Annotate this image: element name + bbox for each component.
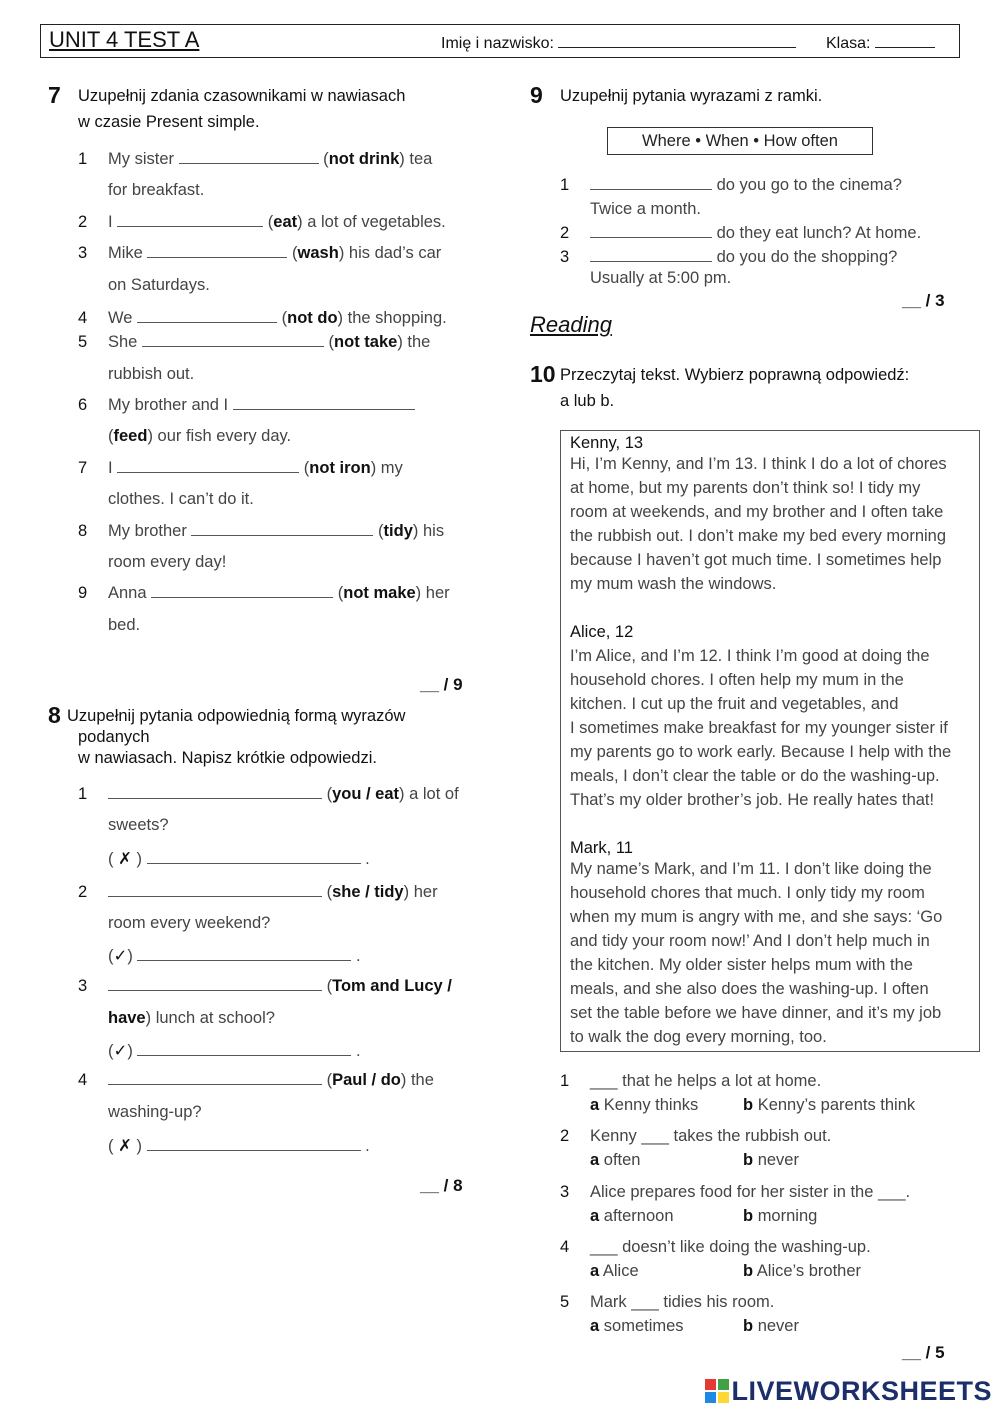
option-letter: b: [743, 1207, 754, 1225]
ex8-instruction-line3: w nawiasach. Napisz krótkie odpowiedzi.: [78, 749, 377, 767]
question-text: Mark ___ tidies his room.: [590, 1293, 775, 1311]
item-text: do they eat lunch? At home.: [716, 224, 922, 242]
text-line: meals, I don’t clear the table or do the washing-up.: [570, 767, 940, 785]
text-line: kitchen. I cut up the fruit and vegetables, and: [570, 695, 899, 713]
answer-blank[interactable]: [191, 522, 373, 536]
reading-text-box: [560, 430, 980, 1052]
item-text: I: [108, 213, 113, 231]
text-paragraph: [570, 644, 975, 812]
item-number: 1: [78, 785, 88, 803]
question-text: ___ doesn’t like doing the washing-up.: [590, 1238, 871, 1256]
ex8-instruction-line1: Uzupełnij pytania odpowiednią formą wyrazów: [67, 707, 406, 725]
option-a[interactable]: [590, 1262, 639, 1281]
answer-blank[interactable]: [108, 883, 322, 897]
verb: eat: [273, 213, 298, 231]
text-line: That’s my older brother’s job. He really hates that!: [570, 791, 935, 809]
verb: not drink: [328, 150, 400, 168]
item-answer: Twice a month.: [590, 200, 701, 218]
item-number: 1: [560, 176, 570, 194]
item-number: 8: [78, 522, 88, 540]
answer-blank[interactable]: [117, 459, 299, 473]
text-line: to walk the dog every morning, too.: [570, 1028, 827, 1046]
option-letter: b: [743, 1096, 754, 1114]
item-text: his: [422, 522, 445, 540]
option-a[interactable]: [590, 1096, 698, 1115]
item-continuation: sweets?: [108, 816, 169, 834]
item-number: 4: [78, 309, 88, 327]
option-text: sometimes: [603, 1317, 684, 1335]
question-number: 2: [560, 1127, 570, 1145]
option-b[interactable]: [743, 1262, 861, 1281]
verb: not iron: [309, 459, 371, 477]
item-text: tea: [409, 150, 433, 168]
class-field[interactable]: [826, 33, 935, 53]
prompt-words: she / tidy: [332, 883, 404, 901]
short-answer-blank[interactable]: [147, 850, 361, 864]
item-continuation: on Saturdays.: [108, 276, 210, 294]
ex8-number: 8: [48, 702, 61, 728]
option-letter: b: [743, 1262, 754, 1280]
item-continuation: clothes. I can’t do it.: [108, 490, 254, 508]
ex9-score: __ / 3: [902, 291, 945, 310]
item-text: My brother: [108, 522, 187, 540]
verb: not make: [343, 584, 416, 602]
answer-blank[interactable]: [147, 244, 287, 258]
ex10-number: 10: [530, 361, 556, 387]
short-answer-blank[interactable]: [147, 1137, 361, 1151]
text-line: my parents go to work early. Because I help with the: [570, 743, 952, 761]
ex7-instruction-line2: w czasie Present simple.: [78, 113, 260, 131]
verb: feed: [113, 427, 148, 445]
text-author-name: Kenny, 13: [570, 434, 644, 452]
option-text: afternoon: [603, 1207, 674, 1225]
check-mark-icon: ✓: [113, 947, 128, 965]
item-number: 7: [78, 459, 88, 477]
item-number: 3: [560, 248, 570, 266]
option-letter: b: [743, 1317, 754, 1335]
question-number: 1: [560, 1072, 570, 1090]
item-number: 6: [78, 396, 88, 414]
answer-blank[interactable]: [137, 309, 277, 323]
verb: not take: [334, 333, 398, 351]
option-letter: a: [590, 1262, 600, 1280]
ex7-instruction-line1: Uzupełnij zdania czasownikami w nawiasach: [78, 87, 406, 105]
option-letter: a: [590, 1151, 600, 1169]
text-line: I’m Alice, and I’m 12. I think I’m good at doing the: [570, 647, 930, 665]
answer-blank[interactable]: [108, 785, 322, 799]
item-text: her: [425, 584, 450, 602]
item-text: her: [413, 883, 438, 901]
text-line: at home, but my parents don’t think so! I tidy my: [570, 479, 921, 497]
option-text: often: [603, 1151, 641, 1169]
item-answer: Usually at 5:00 pm.: [590, 269, 732, 287]
option-letter: b: [743, 1151, 754, 1169]
option-b[interactable]: [743, 1317, 799, 1336]
item-number: 3: [78, 977, 88, 995]
item-continuation: room every weekend?: [108, 914, 271, 932]
question-number: 5: [560, 1293, 570, 1311]
text-line: my mum wash the windows.: [570, 575, 777, 593]
item-text: We: [108, 309, 133, 327]
text-paragraph: [570, 452, 975, 596]
text-line: My name’s Mark, and I’m 11. I don’t like doing the: [570, 860, 932, 878]
text-line: Hi, I’m Kenny, and I’m 13. I think I do a lot of chores: [570, 455, 947, 473]
ex8-instruction-line2: podanych: [78, 728, 150, 746]
item-text: Mike: [108, 244, 143, 262]
option-a[interactable]: [590, 1317, 684, 1336]
option-text: Kenny’s parents think: [757, 1096, 916, 1114]
text-author-name: Mark, 11: [570, 839, 633, 857]
prompt-words: you / eat: [332, 785, 400, 803]
option-b[interactable]: [743, 1151, 799, 1170]
prompt-words: Paul / do: [332, 1071, 401, 1089]
answer-blank[interactable]: [590, 248, 712, 262]
item-text: lunch at school?: [155, 1009, 275, 1027]
short-answer-blank[interactable]: [137, 947, 351, 961]
ex9-instruction: Uzupełnij pytania wyrazami z ramki.: [560, 87, 823, 105]
item-continuation: for breakfast.: [108, 181, 205, 199]
text-line: room at weekends, and my brother and I often take: [570, 503, 944, 521]
question-number: 4: [560, 1238, 570, 1256]
answer-blank[interactable]: [142, 333, 324, 347]
option-text: morning: [757, 1207, 818, 1225]
item-text: our fish every day.: [157, 427, 292, 445]
text-author-name: Alice, 12: [570, 623, 634, 641]
answer-blank[interactable]: [108, 1071, 322, 1085]
option-letter: a: [590, 1096, 600, 1114]
answer-blank[interactable]: [179, 150, 319, 164]
liveworksheets-logo[interactable]: [705, 1376, 992, 1407]
prompt-words: Tom and Lucy /: [332, 977, 452, 995]
text-line: household chores. I often help my mum in the: [570, 671, 904, 689]
answer-blank[interactable]: [590, 176, 712, 190]
item-text: my: [380, 459, 403, 477]
option-text: never: [757, 1317, 799, 1335]
item-continuation: room every day!: [108, 553, 227, 571]
item-number: 4: [78, 1071, 88, 1089]
text-line: I sometimes make breakfast for my younger sister if: [570, 719, 948, 737]
item-text: Anna: [108, 584, 147, 602]
question-text: Kenny ___ takes the rubbish out.: [590, 1127, 832, 1145]
test-header: [40, 24, 960, 58]
answer-blank[interactable]: [590, 224, 712, 238]
item-text: his dad’s car: [348, 244, 442, 262]
item-text: a lot of vegetables.: [307, 213, 446, 231]
item-number: 2: [78, 883, 88, 901]
option-text: Alice’s brother: [756, 1262, 862, 1280]
question-text: Alice prepares food for her sister in the ___.: [590, 1183, 911, 1201]
option-text: Alice: [602, 1262, 639, 1280]
option-b[interactable]: [743, 1207, 817, 1226]
answer-blank[interactable]: [233, 396, 415, 410]
text-line: the kitchen. My older sister helps mum with the: [570, 956, 913, 974]
option-b[interactable]: [743, 1096, 915, 1115]
name-label: Imię i nazwisko:: [441, 35, 554, 52]
answer-blank[interactable]: [117, 213, 263, 227]
item-number: 3: [78, 244, 88, 262]
option-letter: a: [590, 1207, 600, 1225]
ex10-score: __ / 5: [902, 1343, 945, 1362]
cross-mark-icon: ✗: [118, 850, 132, 868]
ex9-number: 9: [530, 82, 543, 108]
cross-mark-icon: ✗: [118, 1137, 132, 1155]
text-line: because I haven’t got much time. I sometimes help: [570, 551, 942, 569]
text-line: meals, and she also does the washing-up. I often: [570, 980, 929, 998]
item-number: 2: [78, 213, 88, 231]
item-text: the: [407, 333, 431, 351]
ex10-instruction-line2: a lub b.: [560, 392, 615, 410]
answer-blank[interactable]: [108, 977, 322, 991]
liveworksheets-logo-icon: [705, 1379, 729, 1403]
ex7-number: 7: [48, 82, 61, 108]
item-text: She: [108, 333, 138, 351]
text-line: the rubbish out. I don’t make my bed every morning: [570, 527, 947, 545]
item-continuation: bed.: [108, 616, 141, 634]
item-continuation: washing-up?: [108, 1103, 202, 1121]
item-text: My brother and I: [108, 396, 229, 414]
option-a[interactable]: [590, 1207, 674, 1226]
option-letter: a: [590, 1317, 600, 1335]
ex10-questions: [560, 1072, 980, 1342]
question-number: 3: [560, 1183, 570, 1201]
ex8-score: __ / 8: [420, 1176, 463, 1195]
class-label: Klasa:: [826, 35, 871, 52]
item-continuation: rubbish out.: [108, 365, 195, 383]
ex10-instruction-line1: Przeczytaj tekst. Wybierz poprawną odpowiedź:: [560, 366, 910, 384]
item-number: 2: [560, 224, 570, 242]
option-a[interactable]: [590, 1151, 640, 1170]
word-box: Where • When • How often: [607, 127, 873, 155]
option-text: never: [757, 1151, 799, 1169]
item-text: My sister: [108, 150, 174, 168]
item-text: do you do the shopping?: [716, 248, 898, 266]
ex7-score: __ / 9: [420, 675, 463, 694]
option-text: Kenny thinks: [603, 1096, 699, 1114]
text-paragraph: [570, 857, 975, 1049]
test-title: UNIT 4 TEST A: [49, 27, 200, 52]
item-text: I: [108, 459, 113, 477]
item-text: the: [410, 1071, 434, 1089]
item-number: 1: [78, 150, 88, 168]
prompt-words: have: [108, 1009, 146, 1027]
text-line: household chores that much. I only tidy my room: [570, 884, 925, 902]
text-line: and tidy your room now!’ And I don’t help much in: [570, 932, 930, 950]
verb: not do: [287, 309, 338, 327]
check-mark-icon: ✓: [113, 1042, 128, 1060]
item-text: do you go to the cinema?: [716, 176, 902, 194]
verb: wash: [297, 244, 339, 262]
answer-blank[interactable]: [151, 584, 333, 598]
item-number: 9: [78, 584, 88, 602]
reading-heading: Reading: [530, 312, 612, 337]
verb: tidy: [383, 522, 413, 540]
short-answer-blank[interactable]: [137, 1042, 351, 1056]
name-field[interactable]: [441, 33, 796, 53]
logo-text: LIVEWORKSHEETS: [731, 1376, 992, 1406]
question-text: ___ that he helps a lot at home.: [590, 1072, 822, 1090]
text-line: when my mum is angry with me, and she says: ‘Go: [570, 908, 943, 926]
item-text: the shopping.: [347, 309, 447, 327]
item-text: a lot of: [409, 785, 459, 803]
text-line: set the table before we have dinner, and it’s my job: [570, 1004, 942, 1022]
item-number: 5: [78, 333, 88, 351]
